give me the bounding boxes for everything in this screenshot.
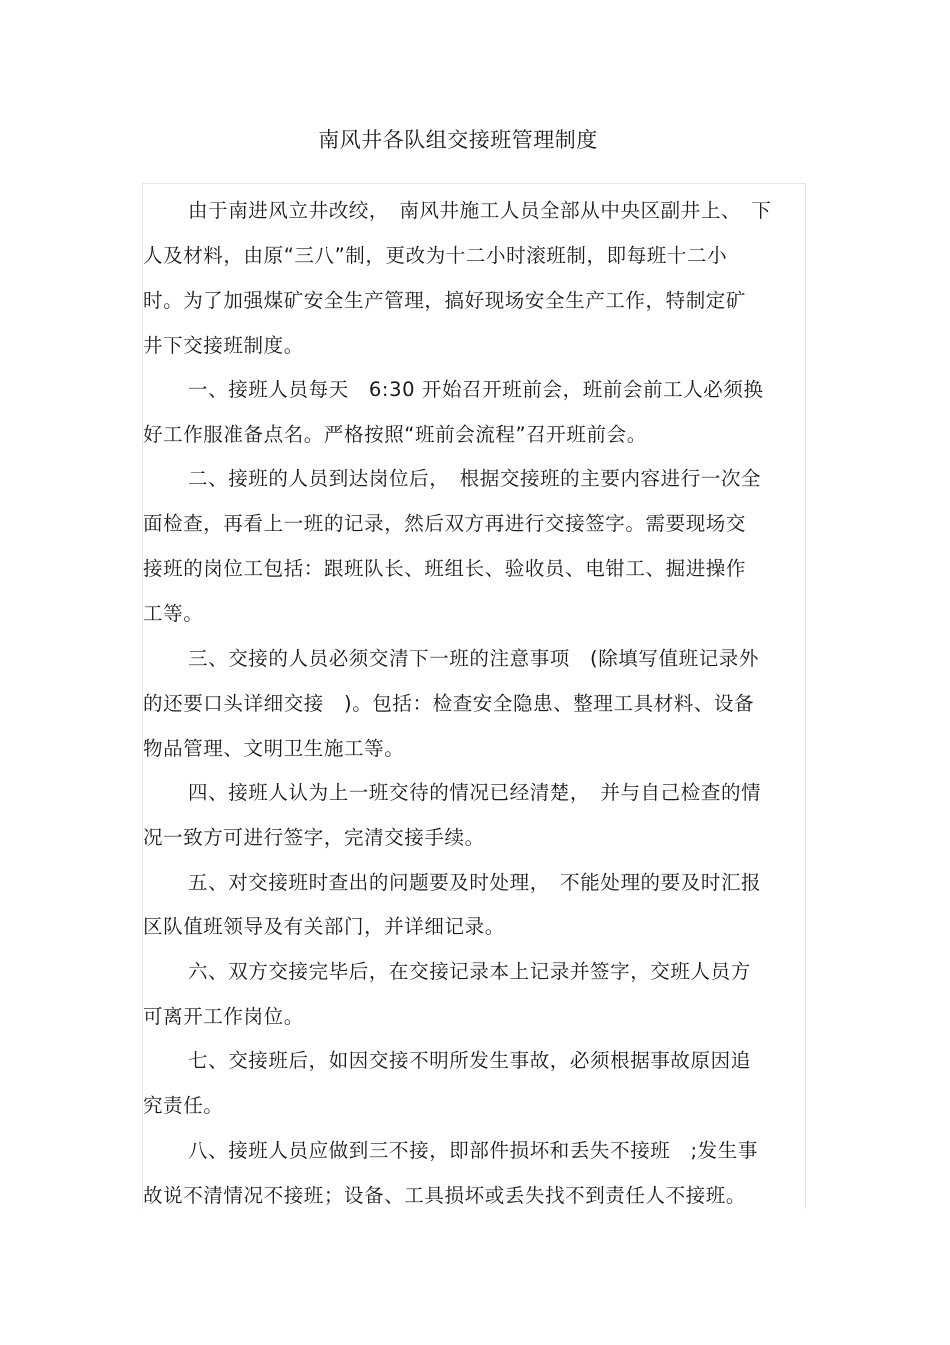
body-line-15: 况一致方可进行签字，完清交接手续。 — [143, 826, 485, 849]
body-line-16: 五、对交接班时查出的问题要及时处理， 不能处理的要及时汇报 — [188, 871, 762, 894]
document-title: 南风井各队组交接班管理制度 — [318, 128, 598, 152]
body-line-9: 接班的岗位工包括：跟班队长、班组长、验收员、电钳工、掘进操作 — [143, 557, 747, 580]
body-line-19: 可离开工作岗位。 — [143, 1005, 304, 1028]
body-line-5: 一、接班人员每天 6:30 开始召开班前会，班前会前工人必须换 — [188, 378, 764, 401]
body-line-3: 时。为了加强煤矿安全生产管理，搞好现场安全生产工作，特制定矿 — [143, 289, 747, 312]
body-line-23: 故说不清情况不接班；设备、工具损坏或丢失找不到责任人不接班。 — [143, 1184, 747, 1207]
body-line-2: 人及材料，由原“三八”制，更改为十二小时滚班制，即每班十二小 — [143, 244, 728, 267]
body-line-6: 好工作服准备点名。严格按照“班前会流程”召开班前会。 — [143, 423, 647, 446]
body-line-11: 三、交接的人员必须交清下一班的注意事项 (除填写值班记录外 — [188, 647, 760, 670]
body-line-1: 由于南进风立井改绞， 南风井施工人员全部从中央区副井上、 下 — [188, 199, 772, 222]
body-line-10: 工等。 — [143, 602, 204, 625]
body-line-20: 七、交接班后，如因交接不明所发生事故，必须根据事故原因追 — [188, 1049, 751, 1072]
body-line-21: 究责任。 — [143, 1094, 224, 1117]
body-line-18: 六、双方交接完毕后，在交接记录本上记录并签字，交班人员方 — [188, 960, 751, 983]
body-line-4: 井下交接班制度。 — [143, 334, 304, 357]
body-line-13: 物品管理、文明卫生施工等。 — [143, 737, 405, 760]
body-line-14: 四、接班人认为上一班交待的情况已经清楚， 并与自己检查的情 — [188, 781, 762, 804]
body-line-8: 面检查，再看上一班的记录，然后双方再进行交接签字。需要现场交 — [143, 512, 747, 535]
body-line-22: 八、接班人员应做到三不接，即部件损坏和丢失不接班 ;发生事 — [188, 1139, 758, 1162]
body-line-17: 区队值班领导及有关部门，并详细记录。 — [143, 915, 505, 938]
body-line-12: 的还要口头详细交接 )。包括：检查安全隐患、整理工具材料、设备 — [143, 692, 755, 715]
body-line-7: 二、接班的人员到达岗位后， 根据交接班的主要内容进行一次全 — [188, 467, 762, 490]
